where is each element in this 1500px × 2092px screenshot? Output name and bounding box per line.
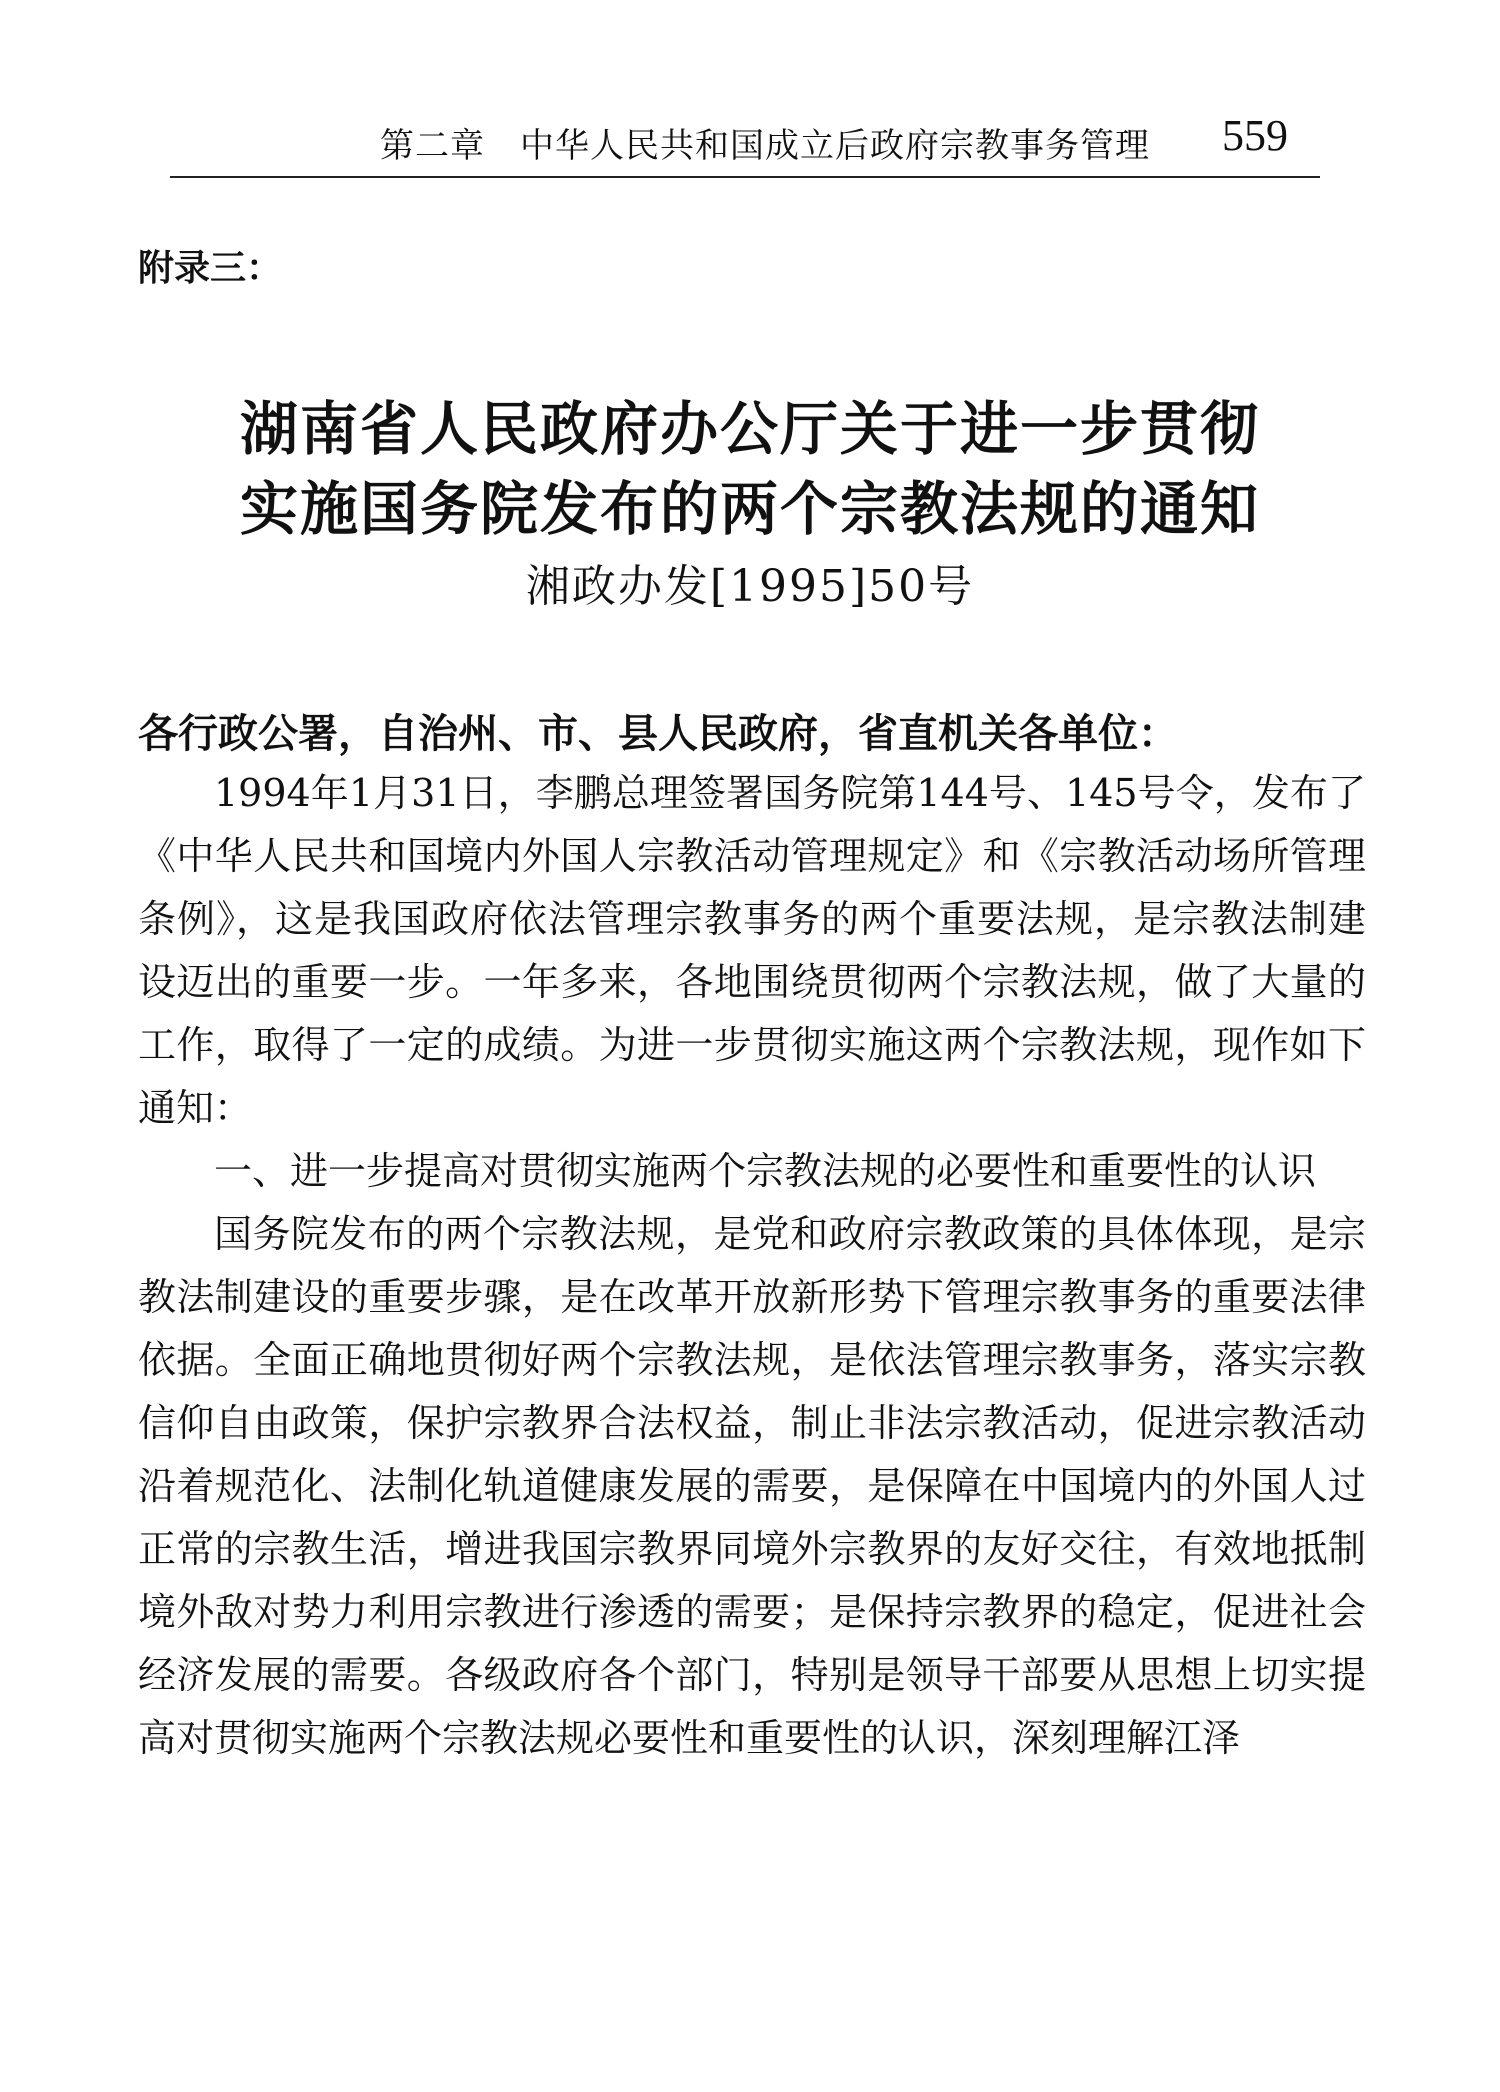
addressee: 各行政公署，自治州、市、县人民政府，省直机关各单位： (138, 711, 1178, 757)
paragraph: 国务院发布的两个宗教法规，是党和政府宗教政策的具体体现，是宗教法制建设的重要步骤，是在改革开放新形势下管理宗教事务的重要法律依据。全面正确地贯彻好两个宗教法规，是依法管理宗教事务，落实宗教信仰自由政策，保护宗教界合法权益，制止非法宗教活动，促进宗教活动沿着规范化、法制化轨道健康发展的需要，是保障在中国境内的外国人过正常的宗教生活，增进我国宗教界同境外宗教界的友好交往，有效地抵制境外敌对势力利用宗教进行渗透的需要；是保持宗教界的稳定，促进社会经济发展的需要。各级政府各个部门，特别是领导干部要从思想上切实提高对贯彻实施两个宗教法规必要性和重要性的认识，深刻理解江泽 (138, 1212, 1366, 1760)
running-header (170, 111, 1320, 178)
page-number: 559 (1222, 111, 1288, 160)
section-heading: 一、进一步提高对贯彻实施两个宗教法规的必要性和重要性的认识 (214, 1149, 1317, 1193)
header-rule (170, 176, 1320, 178)
appendix-label: 附录三： (138, 248, 283, 289)
document-title-line-1: 湖南省人民政府办公厅关于进一步贯彻 (239, 395, 1260, 463)
document-title-line-2: 实施国务院发布的两个宗教法规的通知 (239, 475, 1260, 543)
paragraph: 1994年1月31日，李鹏总理签署国务院第144号、145号令，发布了《中华人民共和国境内外国人宗教活动管理规定》和《宗教活动场所管理条例》，这是我国政府依法管理宗教事务的两个重要法规，是宗教法制建设迈出的重要一步。一年多来，各地围绕贯彻两个宗教法规，做了大量的工作，取得了一定的成绩。为进一步贯彻实施这两个宗教法规，现作如下通知： (138, 771, 1366, 1130)
document-number: 湘政办发[1995]50号 (525, 561, 975, 612)
body-text (138, 762, 1366, 1770)
chapter-title: 第二章 中华人民共和国成立后政府宗教事务管理 (380, 126, 1150, 166)
